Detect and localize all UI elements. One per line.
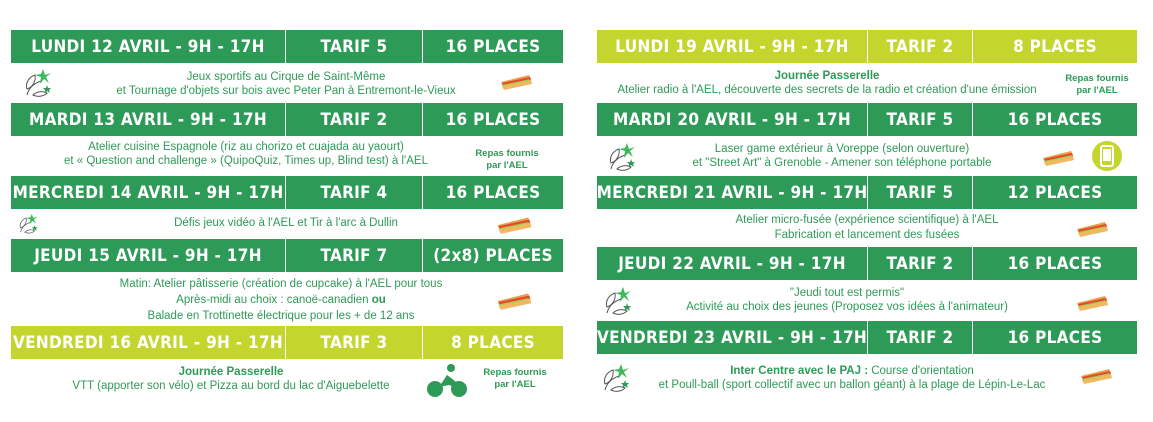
day-tarif: TARIF 2 — [867, 30, 972, 63]
day-places: 16 PLACES — [972, 103, 1137, 136]
day-header — [11, 239, 563, 272]
day-body — [597, 209, 1137, 247]
day-description: Matin: Atelier pâtisserie (création de cupcake) à l'AEL pour tous Après-midi au choix : canoë-canadien ou Balade en Trottinette électrique pour les + de 12 ans — [119, 278, 443, 322]
day-body — [11, 63, 563, 103]
day-description: Jeux sportifs au Cirque de Saint-Même et Tournage d'objets sur bois avec Peter Pan à Entremont-le-Vieux — [116, 71, 456, 97]
day-tarif: TARIF 5 — [867, 176, 972, 209]
day-places: 16 PLACES — [972, 247, 1137, 280]
day-header — [11, 30, 563, 63]
sandwich-icon — [1075, 291, 1111, 313]
leaves-icon — [601, 360, 633, 394]
day-tarif: TARIF 5 — [285, 30, 422, 63]
day-places: 12 PLACES — [972, 176, 1137, 209]
day-body — [597, 136, 1137, 176]
day-places: (2x8) PLACES — [422, 239, 563, 272]
leaves-icon — [603, 283, 635, 317]
day-header — [11, 326, 563, 359]
day-places: 8 PLACES — [422, 326, 563, 359]
sandwich-icon — [1041, 146, 1077, 168]
day-body — [11, 209, 563, 239]
sandwich-icon — [1079, 364, 1115, 386]
sandwich-icon — [499, 70, 535, 92]
day-description: Atelier cuisine Espagnole (riz au chorizo et cuajada au yaourt) et « Question and challenge » (QuipoQuiz, Times up, Blind test) à l'AEL — [63, 141, 428, 167]
day-header — [597, 103, 1137, 136]
day-date: JEUDI 22 AVRIL - 9H - 17H — [618, 253, 846, 274]
day-body — [11, 136, 563, 176]
day-tarif: TARIF 5 — [867, 103, 972, 136]
sandwich-icon — [495, 288, 535, 312]
meal-note: Repas fournis par l'AEL — [475, 148, 539, 171]
day-places: 16 PLACES — [422, 103, 563, 136]
day-header — [11, 176, 563, 209]
day-date: MARDI 20 AVRIL - 9H - 17H — [613, 109, 851, 130]
day-header — [597, 321, 1137, 354]
day-date: VENDREDI 16 AVRIL - 9H - 17H — [13, 332, 283, 353]
day-places: 16 PLACES — [422, 30, 563, 63]
day-description: Atelier micro-fusée (expérience scientifique) à l'AEL Fabrication et lancement des fusées — [735, 214, 999, 241]
day-header — [11, 103, 563, 136]
day-body — [597, 280, 1137, 321]
day-tarif: TARIF 2 — [867, 321, 972, 354]
day-header — [597, 30, 1137, 63]
day-description: Inter Centre avec le PAJ : Course d'orientation et Poull-ball (sport collectif avec un ballon géant) à la plage de Lépin-Le-Lac — [658, 365, 1046, 391]
day-description: Journée Passerelle VTT (apporter son vélo) et Pizza au bord du lac d'Aiguebelette — [31, 365, 431, 393]
day-tarif: TARIF 3 — [285, 326, 422, 359]
day-tarif: TARIF 2 — [285, 103, 422, 136]
day-date: MERCREDI 14 AVRIL - 9H - 17H — [12, 182, 284, 203]
day-date: MERCREDI 21 AVRIL - 9H - 17H — [596, 182, 868, 203]
leaves-icon — [23, 65, 55, 99]
schedule-week-2 — [597, 30, 1137, 398]
day-places: 8 PLACES — [972, 30, 1137, 63]
phone-icon — [1091, 140, 1123, 172]
day-tarif: TARIF 7 — [285, 239, 422, 272]
day-header — [597, 247, 1137, 280]
cyclist-icon — [427, 363, 467, 399]
day-body — [11, 359, 563, 401]
leaf-icon — [17, 211, 41, 235]
schedule-week-1 — [11, 30, 563, 401]
day-body — [597, 63, 1137, 103]
leaves-icon — [607, 139, 639, 173]
day-places: 16 PLACES — [422, 176, 563, 209]
meal-note: Repas fournis par l'AEL — [1065, 73, 1129, 96]
day-header — [597, 176, 1137, 209]
day-title: Journée Passerelle — [774, 70, 880, 82]
day-description: "Jeudi tout est permis" Activité au choix des jeunes (Proposez vos idées à l'animateur) — [686, 287, 1008, 313]
day-date: JEUDI 15 AVRIL - 9H - 17H — [34, 245, 262, 266]
day-description: Défis jeux vidéo à l'AEL et Tir à l'arc à Dullin — [174, 217, 398, 229]
day-body — [597, 354, 1137, 398]
day-date: LUNDI 19 AVRIL - 9H - 17H — [615, 36, 849, 57]
day-date: LUNDI 12 AVRIL - 9H - 17H — [31, 36, 265, 57]
day-tarif: TARIF 4 — [285, 176, 422, 209]
day-date: VENDREDI 23 AVRIL - 9H - 17H — [597, 327, 867, 348]
day-tarif: TARIF 2 — [867, 247, 972, 280]
sandwich-icon — [495, 212, 535, 236]
day-title: Journée Passerelle — [178, 366, 284, 378]
day-description: Laser game extérieur à Voreppe (selon ouverture) et "Street Art" à Grenoble - Amener son téléphone portable — [692, 143, 992, 169]
day-places: 16 PLACES — [972, 321, 1137, 354]
sandwich-icon — [1075, 217, 1111, 239]
day-body — [11, 272, 563, 326]
day-date: MARDI 13 AVRIL - 9H - 17H — [29, 109, 267, 130]
meal-note: Repas fournis par l'AEL — [483, 367, 547, 390]
day-description: Journée Passerelle Atelier radio à l'AEL, découverte des secrets de la radio et création d'une émission — [597, 69, 1057, 97]
